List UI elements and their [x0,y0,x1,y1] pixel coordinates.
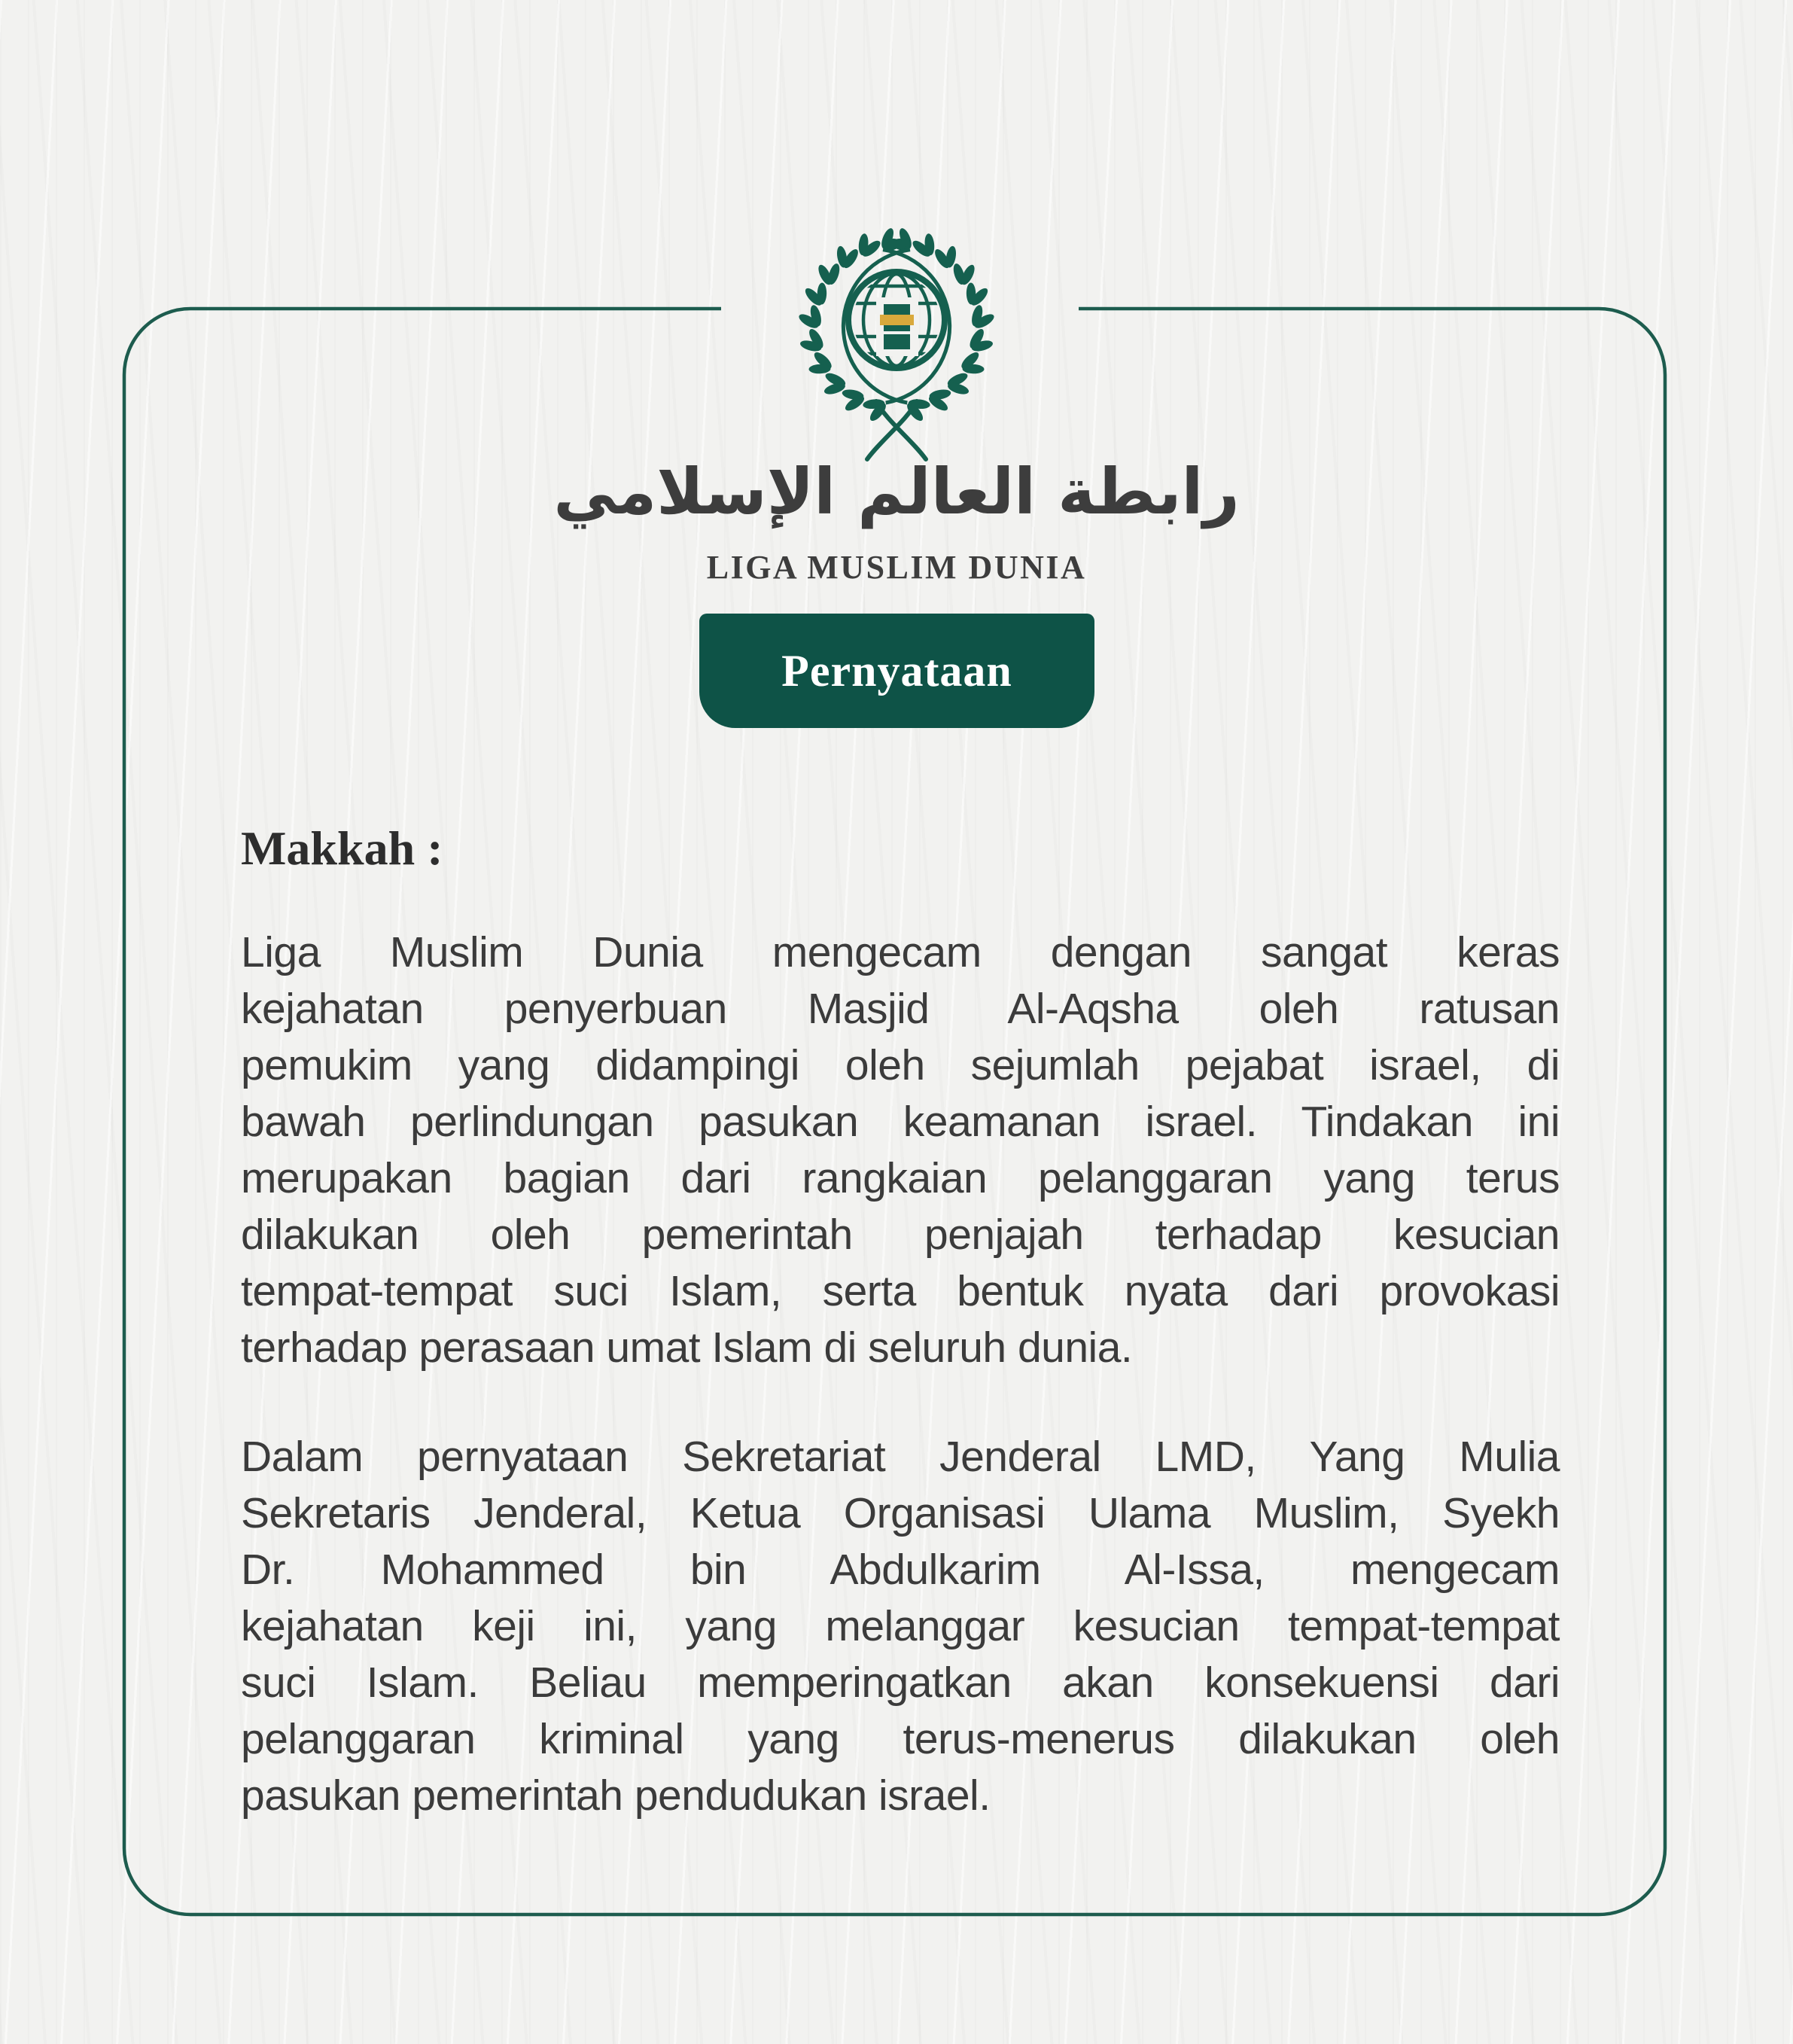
text-line: kejahatan penyerbuan Masjid Al-Aqsha oleh ratusan [241,985,1560,1033]
text-line: dilakukan oleh pemerintah penjajah terhadap kesucian [241,1211,1560,1259]
paragraph-2 [241,1429,1560,1824]
text-line: suci Islam. Beliau memperingatkan akan konsekuensi dari [241,1659,1560,1707]
badge-label: Pernyataan [781,645,1012,696]
text-line: pelanggaran kriminal yang terus-menerus dilakukan oleh [241,1715,1560,1763]
organization-name: LIGA MUSLIM DUNIA [706,549,1087,586]
text-line: merupakan bagian dari rangkaian pelanggaran yang terus [241,1154,1560,1202]
paragraph-1 [241,925,1560,1376]
statement-type-badge [699,614,1094,728]
text-line: Dr. Mohammed bin Abdulkarim Al-Issa, mengecam [241,1546,1560,1594]
dateline-heading: Makkah : [241,821,443,875]
arabic-calligraphy-logotype: رابطة العالم الإسلامي [553,455,1240,529]
globe-icon [843,272,950,368]
text-line: pasukan pemerintah pendudukan israel. [241,1771,991,1820]
text-line: terhadap perasaan umat Islam di seluruh dunia. [241,1324,1133,1372]
text-line: Liga Muslim Dunia mengecam dengan sangat keras [241,928,1560,976]
text-line: tempat-tempat suci Islam, serta bentuk nyata dari provokasi [241,1267,1560,1315]
text-line: kejahatan keji ini, yang melanggar kesucian tempat-tempat [241,1602,1560,1650]
text-line: bawah perlindungan pasukan keamanan israel. Tindakan ini [241,1098,1560,1146]
kaaba-icon [876,297,918,356]
text-line: pemukim yang didampingi oleh sejumlah pejabat israel, di [241,1041,1560,1089]
text-line: Dalam pernyataan Sekretariat Jenderal LMD, Yang Mulia [241,1433,1560,1481]
text-line: Sekretaris Jenderal, Ketua Organisasi Ulama Muslim, Syekh [241,1489,1560,1537]
